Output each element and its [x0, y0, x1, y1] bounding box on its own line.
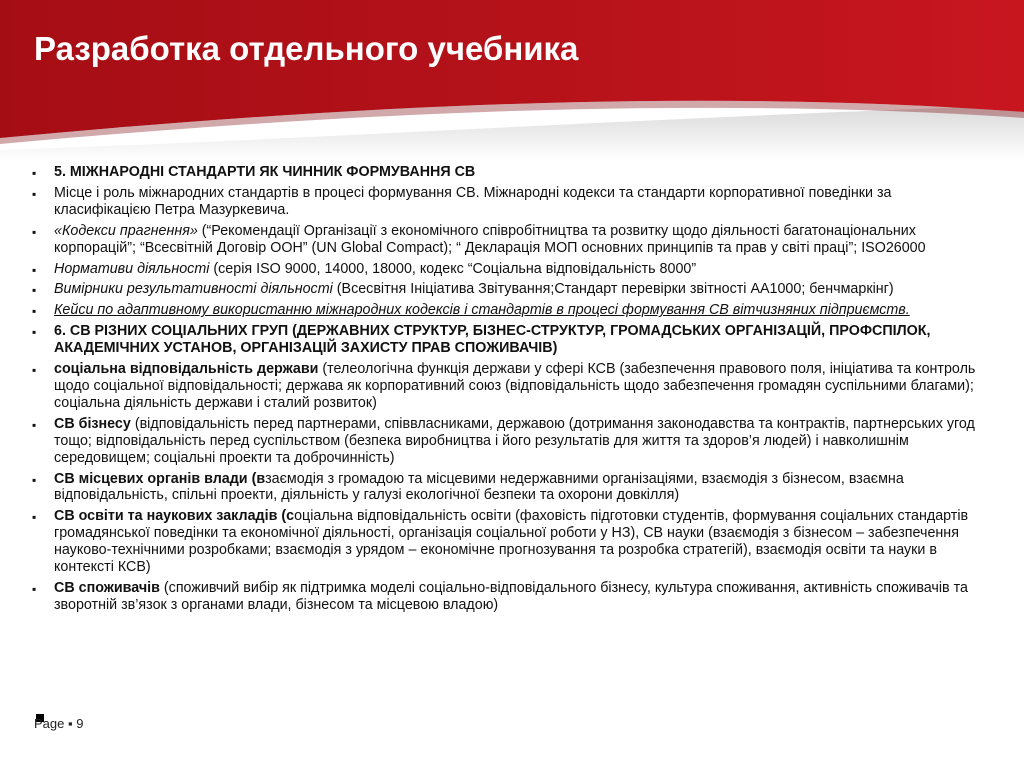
bullet-icon: ▪: [32, 304, 37, 319]
list-item-text: заємодія з громадою та місцевими недержавними організаціями, взаємодія з бізнесом, взаємна відповідальність, спільні проекти, діяльність у галузі екологічної безпеки та охорони довкілля): [54, 470, 904, 504]
list-item-text: СВ споживачів: [54, 579, 160, 596]
list-item-text: соціальна відповідальність держави: [54, 361, 319, 378]
list-item: [32, 361, 987, 412]
list-item-text: (серія ISO 9000, 14000, 18000, кодекс “Соціальна відповідальність 8000”: [209, 260, 697, 277]
bullet-icon: ▪: [32, 262, 37, 277]
list-item: [32, 323, 987, 357]
list-item-text: оціальна відповідальність освіти (фаховість підготовки студентів, формування соціальних стандартів громадянської поведінки та економічної діяльності, організація соціальної роботи у НЗ), СВ науки (взаємодія з бізнесом – забезпечення науково-технічними розробками; взаємодія з урядом – економічне прогнозування та розробка стратегій), взаємодія освіти та науки в контексті КСВ): [54, 508, 969, 576]
list-item-text: 5. МІЖНАРОДНІ СТАНДАРТИ ЯК ЧИННИК ФОРМУВАННЯ СВ: [54, 164, 476, 180]
bullet-icon: ▪: [32, 581, 37, 596]
list-item-text: 6. СВ РІЗНИХ СОЦІАЛЬНИХ ГРУП (ДЕРЖАВНИХ СТРУКТУР, БІЗНЕС-СТРУКТУР, ГРОМАДСЬКИХ ОРГАНІЗАЦІЙ, ПРОФСПІЛОК, АКАДЕМІЧНИХ УСТАНОВ, ОРГАНІЗАЦІЙ ЗАХИСТУ ПРАВ СПОЖИВАЧІВ): [54, 323, 931, 357]
slide-title: Разработка отдельного учебника: [34, 30, 579, 67]
list-item: [32, 185, 987, 219]
list-item-text: (Всесвітня Ініціатива Звітування;Стандарт перевірки звітності АА1000; бенчмаркінг): [332, 281, 894, 298]
footer-separator: ▪: [68, 716, 73, 731]
list-item-text: (“Рекомендації Організації з економічного співробітництва та розвитку щодо діяльності багатонаціональних корпорацій”; “Всесвітній Договір ООН” (UN Global Compact); “ Декларація МОП основних принципів та прав у світі праці”; ISO26000: [54, 222, 926, 256]
list-item-text: (відповідальність перед партнерами, співвласниками, державою (дотримання законодавства та контрактів, партнерських угод тощо; відповідальність перед суспільством (безпека виробництва і його результатів для життя та здоров’я людей) і навколишнім середовищем; соціальні проекти та доброчинність): [54, 415, 975, 466]
bullet-icon: ▪: [32, 363, 37, 378]
bullet-icon: ▪: [32, 186, 37, 201]
list-item: [32, 508, 987, 576]
list-item-text: СВ освіти та наукових закладів (с: [54, 508, 295, 525]
list-item: [32, 164, 987, 181]
bullet-icon: ▪: [32, 510, 37, 525]
banner-background: [0, 0, 1024, 160]
bullet-icon: ▪: [32, 224, 37, 239]
list-item-text: СВ місцевих органів влади (в: [54, 470, 266, 487]
bullet-icon: ▪: [32, 283, 37, 298]
list-item-text: (телеологічна функція держави у сфері КСВ (забезпечення правового поля, ініціатива та контроль щодо соціальної відповідальності; держава як корпоративний союз (відповідальність щодо забезпечення громадян суспільними благами); соціальна діяльність держави і сталий розвиток): [54, 361, 976, 411]
page-label: Page: [34, 716, 65, 731]
list-item-text: Кейси по адаптивному використанню міжнародних кодексів і стандартів в процесі формування СВ вітчизняних підприємств.: [54, 302, 910, 319]
list-item: [32, 261, 987, 278]
bullet-list: [32, 164, 987, 618]
list-item-text: «Кодекси прагнення»: [54, 222, 198, 239]
list-item: [32, 281, 987, 298]
list-item: [32, 580, 987, 614]
list-item-text: Вимірники результативності діяльності: [54, 281, 333, 298]
bullet-icon: ▪: [32, 472, 37, 487]
list-item-text: (споживчий вибір як підтримка моделі соціально-відповідального бізнесу, культура споживання, активність споживачів та зворотній зв’язок з органами влади, бізнесом та місцевою владою): [54, 579, 968, 613]
title-banner: [0, 0, 1024, 160]
bullet-icon: ▪: [32, 417, 37, 432]
page-number: 9: [76, 716, 84, 731]
footer: [34, 716, 83, 731]
bullet-icon: ▪: [32, 325, 37, 340]
list-item: [32, 223, 987, 257]
list-item: [32, 471, 987, 505]
list-item-text: СВ бізнесу: [54, 415, 131, 432]
list-item: [32, 416, 987, 467]
list-item-text: Місце і роль міжнародних стандартів в процесі формування СВ. Міжнародні кодекси та стандарти корпоративної поведінки за класифікацією Петра Мазуркевича.: [54, 184, 892, 218]
list-item: [32, 302, 987, 319]
list-item-text: Нормативи діяльності: [54, 260, 210, 277]
bullet-icon: ▪: [32, 166, 37, 180]
